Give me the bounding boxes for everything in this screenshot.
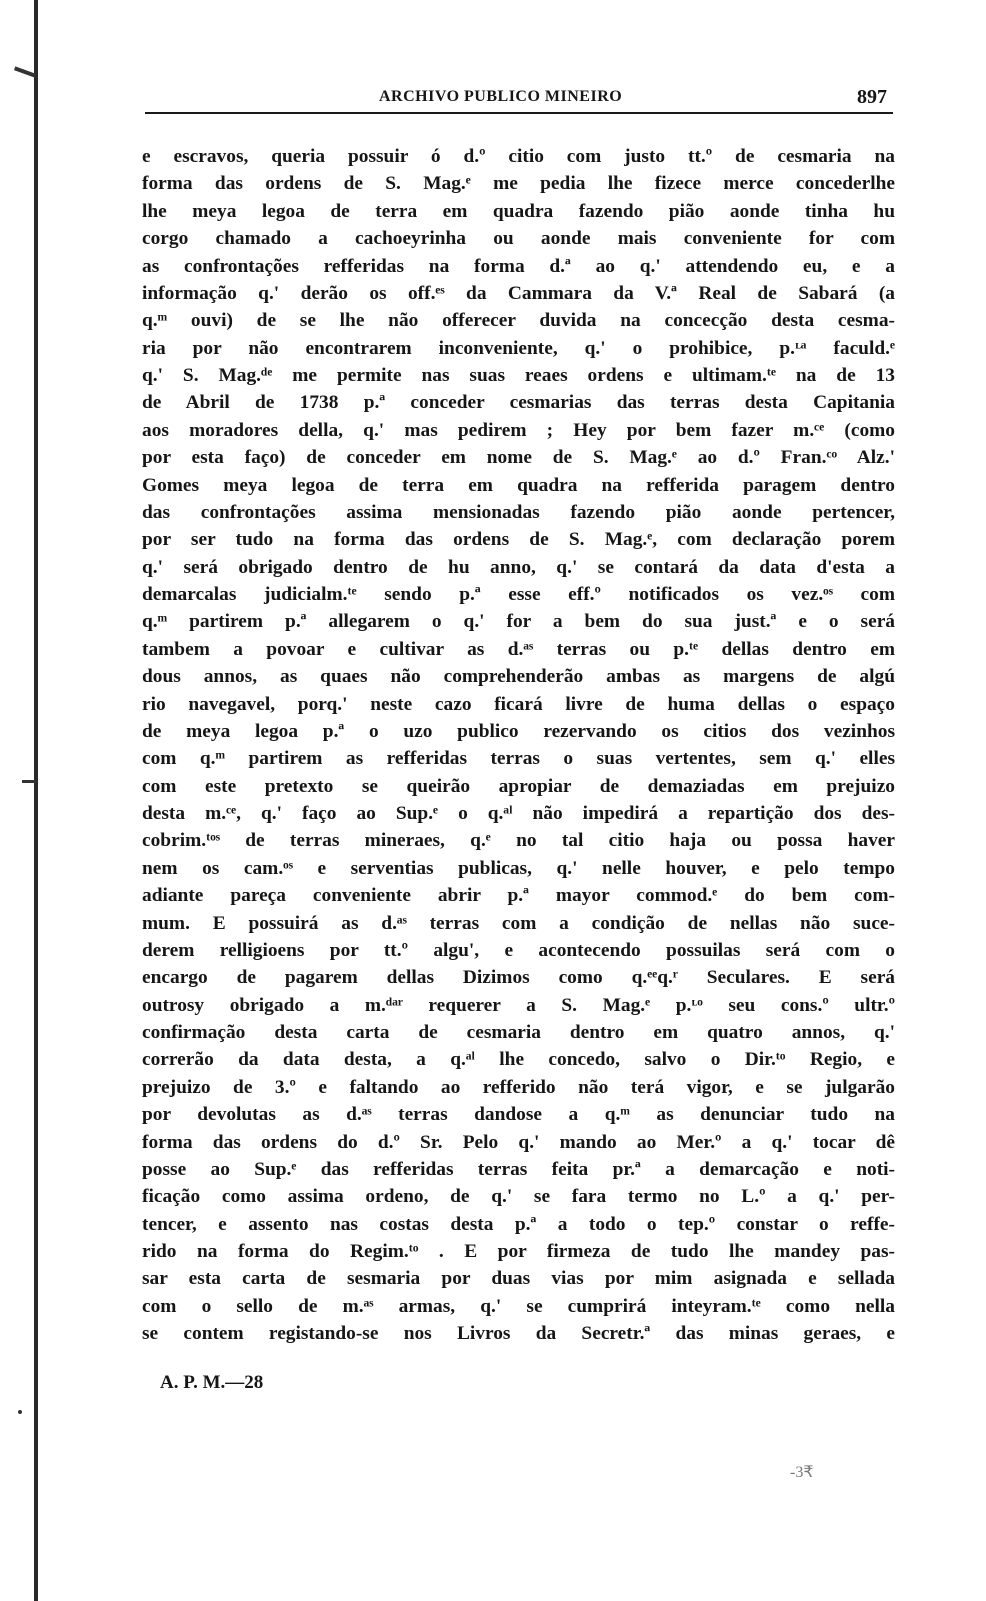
text-line: as confrontações refferidas na forma d.ª ao q.' attendendo eu, e a bbox=[142, 255, 895, 277]
text-line: lhe meya legoa de terra em quadra fazendo pião aonde tinha hu bbox=[142, 200, 895, 222]
text-line: por esta faço) de conceder em nome de S. Mag.ᵉ ao d.º Fran.ᶜᵒ Alz.' bbox=[142, 447, 895, 469]
text-line: posse ao Sup.ᵉ das refferidas terras feita pr.ª a demarcação e noti- bbox=[142, 1158, 895, 1180]
text-line: ria por não encontrarem inconveniente, q.' o prohibice, p.ᶫᵃ faculd.ᵉ bbox=[142, 337, 895, 359]
text-line: confirmação desta carta de cesmaria dentro em quatro annos, q.' bbox=[142, 1022, 895, 1043]
text-line: ficação como assima ordeno, de q.' se fara termo no L.º a q.' per- bbox=[142, 1186, 895, 1208]
binding-line bbox=[34, 0, 38, 1601]
running-head: ARCHIVO PUBLICO MINEIRO bbox=[379, 88, 623, 105]
text-line: dous annos, as quaes não comprehenderão ambas as margens de algú bbox=[142, 666, 895, 688]
binding-notch bbox=[14, 66, 36, 77]
text-line: por ser tudo na forma das ordens de S. Mag.ᵉ, com declaração porem bbox=[142, 529, 895, 551]
text-line: tambem a povoar e cultivar as d.ᵃˢ terras ou p.ᵗᵉ dellas dentro em bbox=[142, 638, 895, 660]
binding-notch bbox=[22, 780, 36, 783]
page-header bbox=[145, 88, 893, 112]
text-line: rio navegavel, porq.' neste cazo ficará livre de huma dellas o espaço bbox=[142, 693, 895, 715]
text-line: se contem registando-se nos Livros da Secretr.ª das minas geraes, e bbox=[142, 1323, 895, 1345]
text-line: q.' será obrigado dentro de hu anno, q.' se contará da data d'esta a bbox=[142, 556, 895, 578]
text-line: q.' S. Mag.ᵈᵉ me permite nas suas reaes ordens e ultimam.ᵗᵉ na de 13 bbox=[142, 365, 895, 386]
text-line: outrosy obrigado a m.ᵈᵃʳ requerer a S. Mag.ᵉ p.ᶫᵒ seu cons.º ultr.º bbox=[142, 994, 895, 1016]
text-line: desta m.ᶜᵉ, q.' faço ao Sup.ᵉ o q.ᵃˡ não impedirá a repartição dos des- bbox=[142, 803, 895, 824]
text-line: nem os cam.ᵒˢ e serventias publicas, q.' nelle houver, e pelo tempo bbox=[142, 857, 895, 879]
text-line: informação q.' derão os off.ᵉˢ da Cammara da V.ª Real de Sabará (a bbox=[142, 282, 895, 304]
text-line: prejuizo de 3.º e faltando ao refferido não terá vigor, e se julgarão bbox=[142, 1076, 895, 1098]
text-line: por devolutas as d.ᵃˢ terras dandose a q.ᵐ as denunciar tudo na bbox=[142, 1104, 895, 1126]
text-line: com este pretexto se queirão apropiar de demaziadas em prejuizo bbox=[142, 775, 895, 797]
text-line: com o sello de m.ᵃˢ armas, q.' se cumprirá inteyram.ᵗᵉ como nella bbox=[142, 1295, 895, 1317]
text-line: forma das ordens do d.º Sr. Pelo q.' mando ao Mer.º a q.' tocar dê bbox=[142, 1131, 895, 1153]
binding-edge bbox=[0, 0, 44, 1601]
text-line: cobrim.ᵗᵒˢ de terras mineraes, q.ᵉ no tal citio haja ou possa haver bbox=[142, 830, 895, 852]
text-line: q.ᵐ partirem p.ª allegarem o q.' for a bem do sua just.ª e o será bbox=[142, 611, 895, 633]
text-line: das confrontações assima mensionadas fazendo pião aonde pertencer, bbox=[142, 501, 895, 523]
text-line: demarcalas judicialm.ᵗᵉ sendo p.ª esse eff.º notificados os vez.ᵒˢ com bbox=[142, 584, 895, 605]
text-line: forma das ordens de S. Mag.ᵉ me pedia lhe fizece merce concederlhe bbox=[142, 173, 895, 195]
stray-mark: -3₹ bbox=[790, 1464, 814, 1481]
text-line: sar esta carta de sesmaria por duas vias por mim asignada e sellada bbox=[142, 1268, 895, 1290]
text-line: rido na forma do Regim.ᵗᵒ . E por firmeza de tudo lhe mandey pas- bbox=[142, 1241, 895, 1262]
text-line: adiante pareça conveniente abrir p.ª mayor commod.ᵉ do bem com- bbox=[142, 885, 895, 907]
text-line: mum. E possuirá as d.ᵃˢ terras com a condição de nellas não suce- bbox=[142, 912, 895, 934]
text-line: Gomes meya legoa de terra em quadra na refferida paragem dentro bbox=[142, 474, 895, 496]
text-line: de Abril de 1738 p.ª conceder cesmarias das terras desta Capitania bbox=[142, 392, 895, 414]
text-line: corgo chamado a cachoeyrinha ou aonde mais conveniente for com bbox=[142, 228, 895, 250]
page-number: 897 bbox=[857, 86, 887, 108]
text-line: com q.ᵐ partirem as refferidas terras o suas vertentes, sem q.' elles bbox=[142, 748, 895, 770]
footer-signature: A. P. M.—28 bbox=[160, 1372, 264, 1393]
text-line: correrão da data desta, a q.ᵃˡ lhe concedo, salvo o Dir.ᵗᵒ Regio, e bbox=[142, 1049, 895, 1071]
text-line: tencer, e assento nas costas desta p.ª a todo o tep.º constar o reffe- bbox=[142, 1213, 895, 1235]
text-line: derem relligioens por tt.º algu', e acontecendo possuilas será com o bbox=[142, 939, 895, 961]
header-rule bbox=[145, 112, 893, 114]
body-text bbox=[142, 143, 895, 1348]
text-line: aos moradores della, q.' mas pedirem ; Hey por bem fazer m.ᶜᵉ (como bbox=[142, 419, 895, 441]
text-line: de meya legoa p.ª o uzo publico rezervando os citios dos vezinhos bbox=[142, 720, 895, 742]
text-line: encargo de pagarem dellas Dizimos como q.ᵉᵉq.ʳ Seculares. E será bbox=[142, 967, 895, 989]
text-line: e escravos, queria possuir ó d.º citio com justo tt.º de cesmaria na bbox=[142, 146, 895, 167]
binding-notch bbox=[18, 1410, 22, 1414]
text-line: q.ᵐ ouvi) de se lhe não offerecer duvida na concecção desta cesma- bbox=[142, 310, 895, 332]
